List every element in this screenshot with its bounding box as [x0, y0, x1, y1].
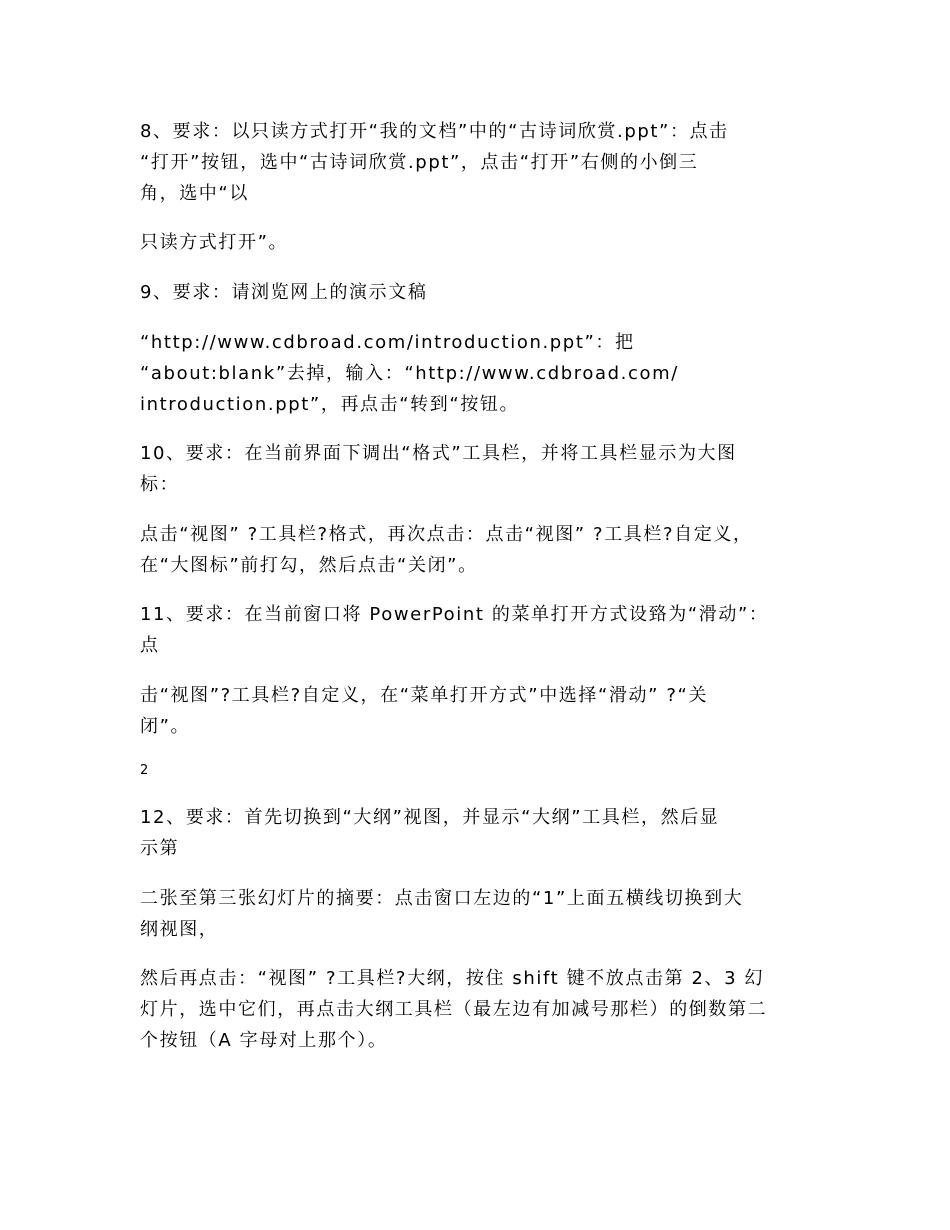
- paragraph-item-11-continued: 击“视图”?工具栏?自定义，在“菜单打开方式”中选择“滑动” ?“关 闭”。: [140, 685, 709, 737]
- page-number: 2: [140, 763, 149, 778]
- paragraph-item-10-continued: 点击“视图” ?工具栏?格式，再次点击：点击“视图” ?工具栏?自定义， 在“大图标”前打勾，然后点击“关闭”。: [140, 524, 753, 576]
- paragraph-item-11: 11、要求：在当前窗口将 PowerPoint 的菜单打开方式设臵为“滑动”： 点: [140, 604, 769, 656]
- paragraph-item-9-continued: “http://www.cdbroad.com/introduction.ppt”：把 “about:blank”去掉，输入：“http://www.cdbroad.com/ introduction.ppt”，再点击“转到“按钮。: [140, 332, 679, 415]
- paragraph-item-9: 9、要求：请浏览网上的演示文稿: [140, 282, 428, 303]
- paragraph-item-8: 8、要求：以只读方式打开“我的文档”中的“古诗词欣赏.ppt”：点击 “打开”按钮，选中“古诗词欣赏.ppt”，点击“打开”右侧的小倒三 角，选中“以: [140, 121, 729, 204]
- paragraph-item-12-steps: 然后再点击：“视图” ?工具栏?大纲，按住 shift 键不放点击第 2、3 幻 灯片，选中它们，再点击大纲工具栏（最左边有加减号那栏）的倒数第二 个按钮（A 字母对上那个）。: [140, 968, 768, 1051]
- paragraph-item-10: 10、要求：在当前界面下调出“格式”工具栏，并将工具栏显示为大图 标：: [140, 443, 737, 495]
- paragraph-item-12-continued: 二张至第三张幻灯片的摘要：点击窗口左边的“1”上面五横线切换到大 纲视图，: [140, 888, 744, 940]
- paragraph-item-8-continued: 只读方式打开”。: [140, 232, 289, 253]
- paragraph-item-12: 12、要求：首先切换到“大纲”视图，并显示“大纲”工具栏，然后显 示第: [140, 807, 720, 859]
